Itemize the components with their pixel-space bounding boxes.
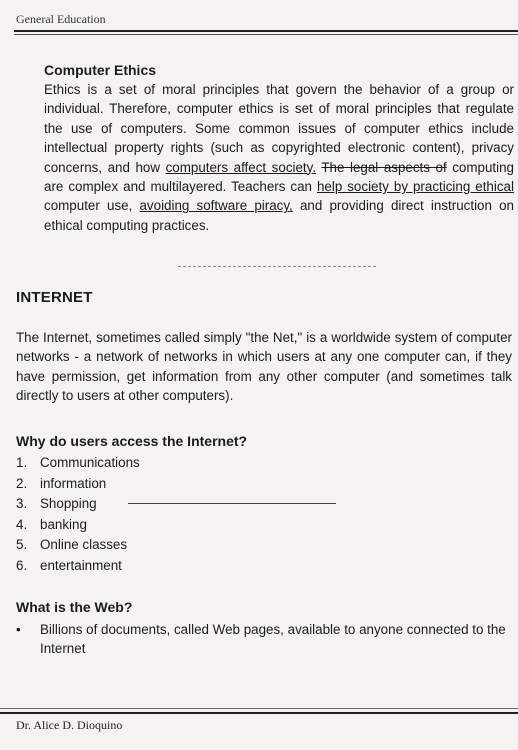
computer-ethics-title: Computer Ethics — [44, 62, 157, 78]
footer-rule-thin — [0, 708, 518, 709]
list-item — [16, 515, 140, 536]
list-label: entertainment — [40, 557, 122, 573]
why-access-heading: Why do users access the Internet? — [16, 433, 248, 449]
web-bullet-list — [16, 620, 512, 659]
ethics-text-4: computer use, — [44, 198, 140, 214]
list-item — [16, 474, 140, 495]
computer-ethics-paragraph — [44, 80, 514, 235]
ethics-text-5: and providing direct instruction on ethical computing practices. — [44, 198, 515, 233]
bullet-icon: • — [16, 622, 21, 637]
ethics-struck-text: The legal aspects of — [321, 159, 447, 175]
list-item — [16, 494, 140, 515]
list-number: 1. — [16, 455, 28, 470]
header-rule — [14, 30, 518, 32]
computer-ethics-section — [44, 62, 514, 235]
list-number: 5. — [16, 537, 28, 553]
list-label: Billions of documents, called Web pages, available to anyone connected to the Internet — [40, 622, 506, 657]
internet-paragraph: The Internet, sometimes called simply "the Net," is a worldwide system of computer networks - a network of networks in which users at any one computer can, if they have permission, get information from any other computer (and sometimes talk directly to users at other computers). — [16, 330, 512, 404]
ethics-underlined-2: help society by practicing ethical — [316, 179, 514, 195]
list-label: banking — [40, 516, 87, 532]
what-is-web-heading: What is the Web? — [16, 599, 133, 615]
pen-line-mark — [128, 503, 336, 504]
page-header: General Education — [16, 12, 106, 26]
list-item — [16, 620, 512, 659]
list-item — [16, 556, 140, 577]
list-label: Shopping — [40, 496, 97, 512]
ethics-underlined-3: avoiding software piracy, — [139, 198, 293, 214]
list-number: 4. — [16, 516, 28, 532]
ethics-underlined-1: computers affect society. — [165, 159, 317, 175]
list-item — [16, 453, 140, 474]
uses-list — [16, 453, 140, 577]
dotted-separator — [178, 266, 376, 267]
footer-rule — [0, 712, 518, 714]
ethics-text-3: computing are complex and multilayered. Teachers can — [44, 159, 514, 195]
list-number: 3. — [16, 496, 28, 512]
list-label: Communications — [40, 455, 140, 470]
list-label: information — [40, 475, 107, 491]
list-number: 2. — [16, 475, 28, 491]
internet-heading: INTERNET — [16, 289, 93, 306]
footer-author: Dr. Alice D. Dioquino — [16, 718, 123, 732]
list-label: Online classes — [40, 537, 128, 553]
list-item — [16, 535, 140, 556]
ethics-text-1: Ethics is a set of moral principles that govern the behavior of a group or individual. Therefore, computer ethics is set of moral principles that regulate the use of computers. Some common issues of computer ethics include intellectual property rights (such as copyrighted electronic content), privacy concerns, and how — [44, 82, 514, 175]
header-rule-thin — [14, 34, 518, 35]
list-number: 6. — [16, 557, 28, 573]
